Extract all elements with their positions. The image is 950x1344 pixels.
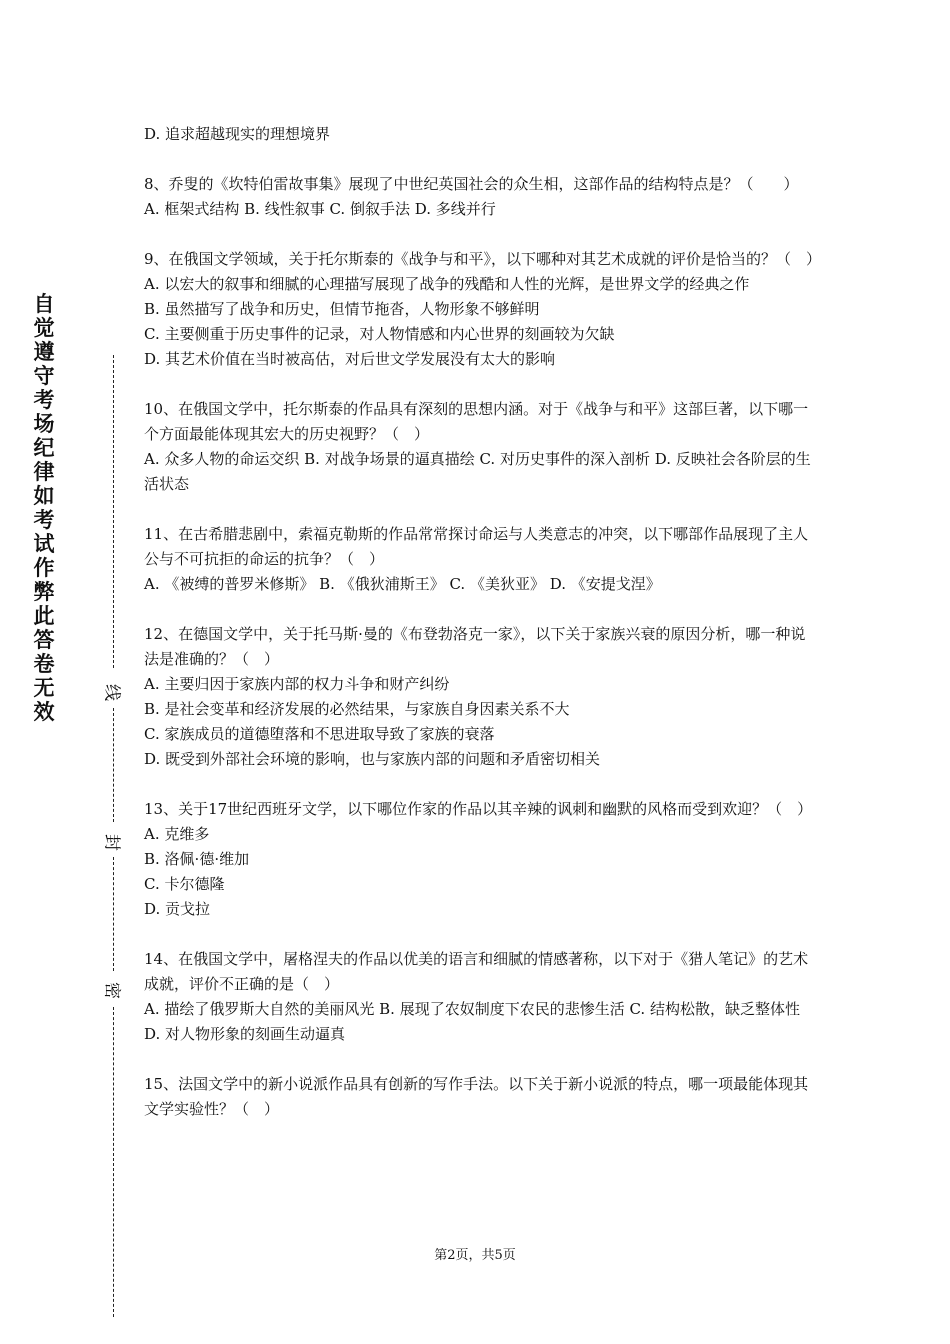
question-stem: 11、在古希腊悲剧中，索福克勒斯的作品常常探讨命运与人类意志的冲突，以下哪部作品展现了主人公与不可抗拒的命运的抗争？（ ） [144, 525, 809, 568]
binding-dash-2 [113, 708, 114, 822]
question-option: A. 框架式结构 B. 线性叙事 C. 倒叙手法 D. 多线并行 [144, 200, 496, 218]
question-stem: 15、法国文学中的新小说派作品具有创新的写作手法。以下关于新小说派的特点，哪一项最能体现其文学实验性？（ ） [144, 1075, 809, 1118]
question-option: A. 《被缚的普罗米修斯》 B. 《俄狄浦斯王》 C. 《美狄亚》 D. 《安提戈涅》 [144, 575, 661, 593]
question-block [144, 1072, 816, 1122]
question-option: C. 主要侧重于历史事件的记录，对人物情感和内心世界的刻画较为欠缺 [144, 325, 615, 343]
question-stem: 9、在俄国文学领域，关于托尔斯泰的《战争与和平》，以下哪种对其艺术成就的评价是恰当的？（ ） [144, 250, 822, 268]
binding-dash-1 [113, 355, 114, 668]
question-stem: 10、在俄国文学中，托尔斯泰的作品具有深刻的思想内涵。对于《战争与和平》这部巨著，以下哪一个方面最能体现其宏大的历史视野？（ ） [144, 400, 809, 443]
question-block [144, 122, 816, 147]
question-block [144, 622, 816, 772]
question-option: A. 主要归因于家族内部的权力斗争和财产纠纷 [144, 675, 450, 693]
question-block [144, 397, 816, 497]
binding-mark-secret: 密 [101, 982, 122, 999]
question-option: A. 描绘了俄罗斯大自然的美丽风光 B. 展现了农奴制度下农民的悲惨生活 C. 结构松散，缺乏整体性 D. 对人物形象的刻画生动逼真 [144, 1000, 800, 1043]
question-block [144, 947, 816, 1047]
question-block [144, 797, 816, 922]
question-option: B. 虽然描写了战争和历史，但情节拖沓，人物形象不够鲜明 [144, 300, 540, 318]
question-option: C. 家族成员的道德堕落和不思进取导致了家族的衰落 [144, 725, 495, 743]
binding-mark-line: 线 [101, 684, 122, 701]
question-option: B. 是社会变革和经济发展的必然结果，与家族自身因素关系不大 [144, 700, 570, 718]
question-option: D. 既受到外部社会环境的影响，也与家族内部的问题和矛盾密切相关 [144, 750, 601, 768]
exam-discipline-note [30, 292, 58, 724]
binding-mark-seal: 封 [101, 834, 122, 851]
page-footer: 第2页，共5页 [434, 1248, 516, 1263]
question-stem: 13、关于17世纪西班牙文学，以下哪位作家的作品以其辛辣的讽刺和幽默的风格而受到欢迎？（ ） [144, 800, 813, 818]
question-stem: 8、乔叟的《坎特伯雷故事集》展现了中世纪英国社会的众生相，这部作品的结构特点是？（ ） [144, 175, 799, 193]
binding-dash-3 [113, 857, 114, 971]
question-option: D. 其艺术价值在当时被高估，对后世文学发展没有太大的影响 [144, 350, 556, 368]
question-option: D. 追求超越现实的理想境界 [144, 125, 331, 143]
question-option: A. 以宏大的叙事和细腻的心理描写展现了战争的残酷和人性的光辉，是世界文学的经典之作 [144, 275, 750, 293]
question-option: A. 克维多 [144, 825, 210, 843]
question-option: C. 卡尔德隆 [144, 875, 225, 893]
question-list [144, 122, 822, 1122]
question-option: B. 洛佩·德·维加 [144, 850, 250, 868]
question-block [144, 522, 816, 597]
question-option: A. 众多人物的命运交织 B. 对战争场景的逼真描绘 C. 对历史事件的深入剖析 D. 反映社会各阶层的生活状态 [144, 450, 811, 493]
question-option: D. 贡戈拉 [144, 900, 211, 918]
question-stem: 14、在俄国文学中，屠格涅夫的作品以优美的语言和细腻的情感著称，以下对于《猎人笔记》的艺术成就，评价不正确的是（ ） [144, 950, 809, 993]
question-block [144, 172, 816, 222]
question-block [144, 247, 822, 372]
side-note-text: 自觉遵守考场纪律如考试作弊此答卷无效 [33, 292, 55, 724]
binding-dash-4 [113, 1007, 114, 1317]
question-stem: 12、在德国文学中，关于托马斯·曼的《布登勃洛克一家》，以下关于家族兴衰的原因分析，哪一种说法是准确的？（ ） [144, 625, 806, 668]
